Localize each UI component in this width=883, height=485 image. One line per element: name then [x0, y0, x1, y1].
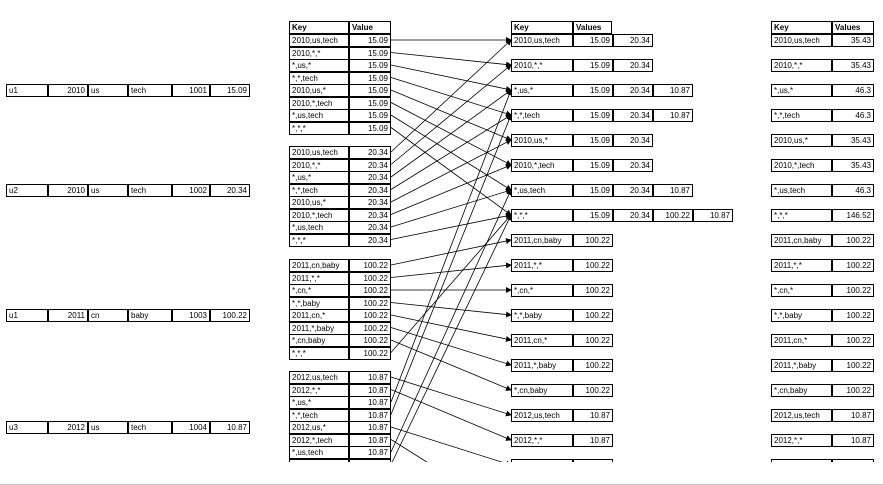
- shuffle-row-key: 2012,us,tech: [511, 409, 573, 422]
- shuffle-row-key: 2011,cn,baby: [511, 234, 573, 247]
- map-row-value: 15.09: [349, 109, 391, 122]
- reduce-row-key: 2010,*,*: [771, 59, 832, 72]
- input-record-category: tech: [128, 84, 172, 97]
- shuffle-row-value: 10.87: [653, 109, 693, 122]
- reduce-row-key: 2012,*,*: [771, 434, 832, 447]
- map-row-value: 100.22: [349, 284, 391, 297]
- map-row-key: *,*,*: [289, 347, 349, 360]
- reduce-row-key: 2010,*,tech: [771, 159, 832, 172]
- input-record-country: us: [88, 421, 128, 434]
- shuffle-row-value: 10.87: [573, 409, 613, 422]
- map-row-key: 2010,*,tech: [289, 97, 349, 110]
- map-to-shuffle-arrow: [391, 328, 511, 366]
- map-row-key: 2010,us,tech: [289, 34, 349, 47]
- shuffle-row-key: 2011,cn,*: [511, 334, 573, 347]
- shuffle-row-key: *,*,tech: [511, 109, 573, 122]
- map-row-value: 20.34: [349, 209, 391, 222]
- input-record-user: u2: [6, 184, 48, 197]
- shuffle-row-value: 15.09: [573, 59, 613, 72]
- input-record-year: 2010: [48, 184, 88, 197]
- map-to-shuffle-arrow: [391, 40, 511, 152]
- shuffle-row-value: 100.22: [573, 384, 613, 397]
- shuffle-row-value: 15.09: [573, 134, 613, 147]
- shuffle-row-value: 10.87: [653, 184, 693, 197]
- map-to-shuffle-arrow: [391, 115, 511, 415]
- map-to-shuffle-arrow: [391, 65, 511, 90]
- shuffle-header-values: Values: [573, 21, 612, 34]
- map-to-shuffle-arrow: [391, 190, 511, 227]
- map-row-key: *,*,tech: [289, 409, 349, 422]
- shuffle-row-value: 20.34: [613, 134, 653, 147]
- map-row-value: 15.09: [349, 47, 391, 60]
- map-to-shuffle-arrow: [391, 53, 511, 66]
- input-record-id: 1001: [172, 84, 210, 97]
- reduce-row-value: 35.43: [832, 59, 874, 72]
- shuffle-row-value: 20.34: [613, 34, 653, 47]
- shuffle-row-value: 15.09: [573, 109, 613, 122]
- reduce-row-value: 46.3: [832, 184, 874, 197]
- shuffle-row-key: *,us,*: [511, 84, 573, 97]
- map-row-key: *,*,*: [289, 234, 349, 247]
- map-row-key: *,cn,*: [289, 284, 349, 297]
- reduce-row-key: 2010,us,tech: [771, 34, 832, 47]
- shuffle-row-value: 15.09: [573, 184, 613, 197]
- shuffle-row-value: 15.09: [573, 34, 613, 47]
- map-row-key: 2012,*,tech: [289, 434, 349, 447]
- reduce-row-key: 2011,cn,*: [771, 334, 832, 347]
- map-to-shuffle-arrow: [391, 265, 511, 278]
- reduce-row-value: 100.22: [832, 234, 874, 247]
- map-row-key: *,cn,baby: [289, 334, 349, 347]
- shuffle-row-value: 20.34: [613, 59, 653, 72]
- map-header-value: Value: [349, 21, 391, 34]
- shuffle-row-value: 15.09: [573, 209, 613, 222]
- map-to-shuffle-arrow: [391, 315, 511, 340]
- map-row-value: 10.87: [349, 371, 391, 384]
- map-row-key: *,us,*: [289, 59, 349, 72]
- map-row-key: *,us,*: [289, 171, 349, 184]
- map-row-key: *,us,tech: [289, 446, 349, 459]
- reduce-row-key: *,*,tech: [771, 109, 832, 122]
- input-record-year: 2010: [48, 84, 88, 97]
- bottom-margin: [0, 462, 883, 485]
- map-row-value: 20.34: [349, 159, 391, 172]
- map-row-value: 15.09: [349, 72, 391, 85]
- map-row-key: *,*,tech: [289, 72, 349, 85]
- input-record-user: u1: [6, 84, 48, 97]
- reduce-row-key: *,cn,*: [771, 284, 832, 297]
- reduce-row-value: 10.87: [832, 409, 874, 422]
- map-row-key: 2010,us,*: [289, 196, 349, 209]
- map-row-value: 10.87: [349, 434, 391, 447]
- reduce-row-value: 35.43: [832, 159, 874, 172]
- shuffle-row-key: *,cn,baby: [511, 384, 573, 397]
- shuffle-row-value: 20.34: [613, 184, 653, 197]
- reduce-row-value: 100.22: [832, 309, 874, 322]
- map-row-key: *,*,tech: [289, 184, 349, 197]
- input-record-year: 2012: [48, 421, 88, 434]
- reduce-row-key: *,*,*: [771, 209, 832, 222]
- map-row-key: 2012,us,*: [289, 421, 349, 434]
- shuffle-row-value: 10.87: [653, 84, 693, 97]
- map-row-value: 20.34: [349, 221, 391, 234]
- input-record-user: u3: [6, 421, 48, 434]
- input-record-country: us: [88, 184, 128, 197]
- input-record-country: us: [88, 84, 128, 97]
- map-row-value: 100.22: [349, 259, 391, 272]
- input-record-id: 1002: [172, 184, 210, 197]
- reduce-row-key: 2011,*,*: [771, 259, 832, 272]
- map-row-value: 15.09: [349, 84, 391, 97]
- map-row-key: 2010,*,*: [289, 47, 349, 60]
- map-to-shuffle-arrow: [391, 90, 511, 177]
- reduce-row-key: *,*,baby: [771, 309, 832, 322]
- map-row-key: 2012,us,tech: [289, 371, 349, 384]
- reduce-row-value: 46.3: [832, 84, 874, 97]
- map-row-key: 2011,cn,*: [289, 309, 349, 322]
- map-row-value: 10.87: [349, 446, 391, 459]
- map-row-value: 100.22: [349, 272, 391, 285]
- input-record-value: 15.09: [210, 84, 250, 97]
- shuffle-row-value: 100.22: [573, 259, 613, 272]
- reduce-row-value: 100.22: [832, 284, 874, 297]
- shuffle-row-value: 100.22: [573, 284, 613, 297]
- map-row-key: *,us,tech: [289, 221, 349, 234]
- shuffle-row-key: *,cn,*: [511, 284, 573, 297]
- reduce-row-key: 2012,us,tech: [771, 409, 832, 422]
- map-row-value: 10.87: [349, 409, 391, 422]
- map-row-key: 2010,*,tech: [289, 209, 349, 222]
- shuffle-row-value: 100.22: [573, 309, 613, 322]
- shuffle-row-value: 100.22: [573, 334, 613, 347]
- map-to-shuffle-arrow: [391, 303, 511, 316]
- reduce-row-value: 100.22: [832, 259, 874, 272]
- reduce-row-key: *,us,tech: [771, 184, 832, 197]
- shuffle-row-value: 20.34: [613, 84, 653, 97]
- map-header-key: Key: [289, 21, 349, 34]
- map-row-key: *,us,*: [289, 396, 349, 409]
- shuffle-header-key: Key: [511, 21, 573, 34]
- input-record-country: cn: [88, 309, 128, 322]
- shuffle-row-key: *,*,*: [511, 209, 573, 222]
- map-row-key: 2010,us,tech: [289, 146, 349, 159]
- shuffle-row-value: 100.22: [573, 359, 613, 372]
- map-to-shuffle-arrow: [391, 190, 511, 452]
- shuffle-row-value: 20.34: [613, 109, 653, 122]
- shuffle-row-value: 10.87: [573, 434, 613, 447]
- shuffle-row-key: 2010,us,*: [511, 134, 573, 147]
- map-row-value: 100.22: [349, 297, 391, 310]
- map-row-value: 20.34: [349, 196, 391, 209]
- shuffle-row-key: 2011,*,*: [511, 259, 573, 272]
- reduce-row-value: 100.22: [832, 334, 874, 347]
- map-row-value: 10.87: [349, 421, 391, 434]
- reduce-row-key: 2011,*,baby: [771, 359, 832, 372]
- reduce-row-key: 2010,us,*: [771, 134, 832, 147]
- shuffle-row-key: 2012,*,*: [511, 434, 573, 447]
- map-row-key: *,us,tech: [289, 109, 349, 122]
- map-row-value: 20.34: [349, 184, 391, 197]
- map-row-value: 20.34: [349, 171, 391, 184]
- map-row-value: 15.09: [349, 97, 391, 110]
- reduce-row-value: 10.87: [832, 434, 874, 447]
- input-record-category: tech: [128, 184, 172, 197]
- reduce-row-value: 100.22: [832, 359, 874, 372]
- reduce-row-value: 35.43: [832, 134, 874, 147]
- map-row-value: 10.87: [349, 396, 391, 409]
- shuffle-row-value: 100.22: [573, 234, 613, 247]
- input-record-value: 10.87: [210, 421, 250, 434]
- shuffle-row-key: 2010,us,tech: [511, 34, 573, 47]
- shuffle-row-value: 100.22: [653, 209, 693, 222]
- map-row-key: 2010,*,*: [289, 159, 349, 172]
- map-row-value: 100.22: [349, 347, 391, 360]
- map-row-value: 15.09: [349, 34, 391, 47]
- map-row-key: 2010,us,*: [289, 84, 349, 97]
- shuffle-row-key: *,us,tech: [511, 184, 573, 197]
- shuffle-row-value: 20.34: [613, 159, 653, 172]
- shuffle-row-value: 15.09: [573, 84, 613, 97]
- shuffle-row-key: 2010,*,tech: [511, 159, 573, 172]
- reduce-row-key: 2011,cn,baby: [771, 234, 832, 247]
- input-record-year: 2011: [48, 309, 88, 322]
- map-row-key: 2011,*,baby: [289, 322, 349, 335]
- reduce-row-value: 146.52: [832, 209, 874, 222]
- map-to-shuffle-arrow: [391, 90, 511, 402]
- map-row-key: 2011,cn,baby: [289, 259, 349, 272]
- map-to-shuffle-arrow: [391, 165, 511, 215]
- reduce-header-key: Key: [771, 21, 832, 34]
- input-record-category: tech: [128, 421, 172, 434]
- input-record-category: baby: [128, 309, 172, 322]
- map-row-value: 100.22: [349, 322, 391, 335]
- map-row-value: 100.22: [349, 334, 391, 347]
- map-row-value: 15.09: [349, 122, 391, 135]
- map-row-key: 2011,*,*: [289, 272, 349, 285]
- map-row-key: 2012,*,*: [289, 384, 349, 397]
- map-row-key: *,*,*: [289, 122, 349, 135]
- input-record-user: u1: [6, 309, 48, 322]
- reduce-row-key: *,us,*: [771, 84, 832, 97]
- input-record-id: 1003: [172, 309, 210, 322]
- input-record-id: 1004: [172, 421, 210, 434]
- shuffle-row-key: 2011,*,baby: [511, 359, 573, 372]
- shuffle-row-value: 10.87: [693, 209, 733, 222]
- map-row-value: 100.22: [349, 309, 391, 322]
- shuffle-row-value: 15.09: [573, 159, 613, 172]
- map-row-value: 20.34: [349, 234, 391, 247]
- map-row-value: 10.87: [349, 384, 391, 397]
- reduce-row-value: 100.22: [832, 384, 874, 397]
- reduce-row-value: 35.43: [832, 34, 874, 47]
- reduce-row-key: *,cn,baby: [771, 384, 832, 397]
- input-record-value: 100.22: [210, 309, 250, 322]
- input-record-value: 20.34: [210, 184, 250, 197]
- shuffle-row-key: 2010,*,*: [511, 59, 573, 72]
- map-row-value: 15.09: [349, 59, 391, 72]
- reduce-row-value: 46.3: [832, 109, 874, 122]
- map-row-value: 20.34: [349, 146, 391, 159]
- map-row-key: *,*,baby: [289, 297, 349, 310]
- reduce-header-values: Values: [832, 21, 874, 34]
- shuffle-row-key: *,*,baby: [511, 309, 573, 322]
- shuffle-row-value: 20.34: [613, 209, 653, 222]
